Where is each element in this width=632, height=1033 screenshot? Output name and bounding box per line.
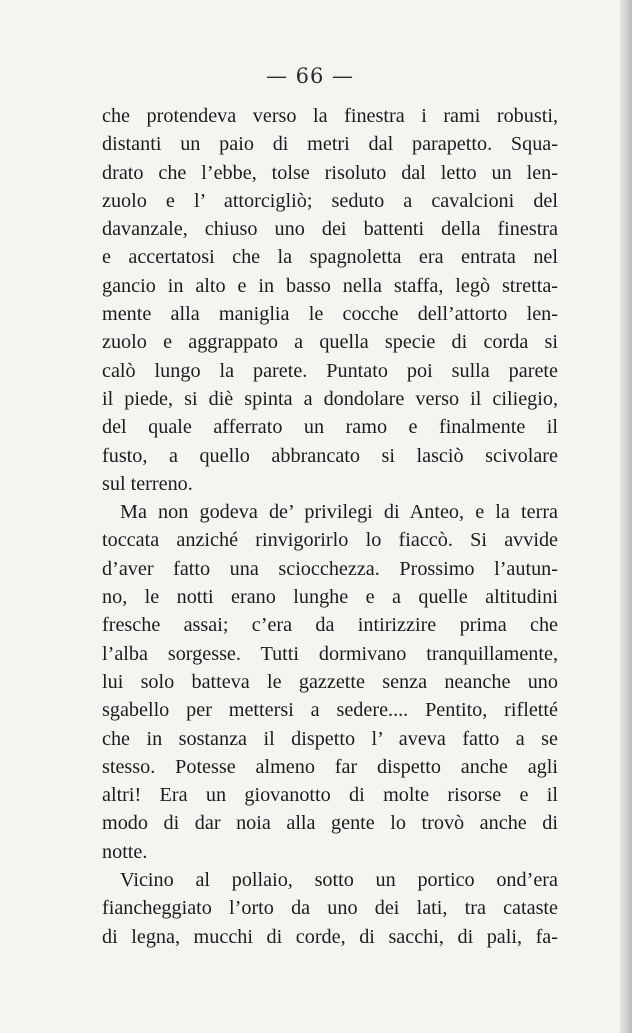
text-line: il piede, si diè spinta a dondolare verso il ciliegio, <box>102 387 558 410</box>
text-line: sul terreno. <box>102 472 193 495</box>
text-line: notte. <box>102 840 148 863</box>
text-line: davanzale, chiuso uno dei battenti della finestra <box>102 218 558 241</box>
text-line: fusto, a quello abbrancato si lasciò scivolare <box>102 444 558 467</box>
text-line: no, le notti erano lunghe e a quelle altitudini <box>102 586 558 609</box>
text-line: zuolo e l’ attorcigliò; seduto a cavalcioni del <box>102 189 558 212</box>
text-line: gancio in alto e in basso nella staffa, legò stretta- <box>102 274 558 297</box>
paragraph-2 <box>102 498 558 866</box>
text-line: mente alla maniglia le cocche dell’attorto len- <box>102 303 558 326</box>
paragraph-3 <box>102 866 558 951</box>
text-line: fresche assai; c’era da intirizzire prima che <box>102 614 558 637</box>
text-line: che protendeva verso la finestra i rami robusti, <box>102 105 558 127</box>
book-spine-edge <box>620 0 632 1033</box>
text-line: lui solo batteva le gazzette senza neanche uno <box>102 670 558 693</box>
text-line: distanti un paio di metri dal parapetto. Squa- <box>102 133 558 156</box>
text-line: altri! Era un giovanotto di molte risorse e il <box>102 784 558 807</box>
text-line: drato che l’ebbe, tolse risoluto dal letto un len- <box>102 161 558 184</box>
text-line: Vicino al pollaio, sotto un portico ond’era <box>120 869 558 892</box>
text-line: l’alba sorgesse. Tutti dormivano tranquillamente, <box>102 642 558 665</box>
body-text <box>102 102 558 951</box>
text-line: zuolo e aggrappato a quella specie di corda si <box>102 331 558 354</box>
text-line: stesso. Potesse almeno far dispetto anche agli <box>102 755 558 778</box>
text-line: e accertatosi che la spagnoletta era entrata nel <box>102 246 558 269</box>
text-line: toccata anziché rinvigorirlo lo fiaccò. Si avvide <box>102 529 558 552</box>
text-line: di legna, mucchi di corde, di sacchi, di pali, fa- <box>102 925 558 948</box>
page-number: — 66 — <box>265 64 355 88</box>
text-line: fiancheggiato l’orto da uno dei lati, tra cataste <box>102 897 558 920</box>
text-line: del quale afferrato un ramo e finalmente il <box>102 416 558 439</box>
text-line: d’aver fatto una sciocchezza. Prossimo l’autun- <box>102 557 558 580</box>
text-line: sgabello per mettersi a sedere.... Pentito, rifletté <box>102 699 558 722</box>
text-line: calò lungo la parete. Puntato poi sulla parete <box>102 359 558 382</box>
text-line: modo di dar noia alla gente lo trovò anche di <box>102 812 558 835</box>
paragraph-1 <box>102 102 558 498</box>
text-line: che in sostanza il dispetto l’ aveva fatto a se <box>102 727 558 750</box>
text-line: Ma non godeva de’ privilegi di Anteo, e la terra <box>120 501 558 524</box>
